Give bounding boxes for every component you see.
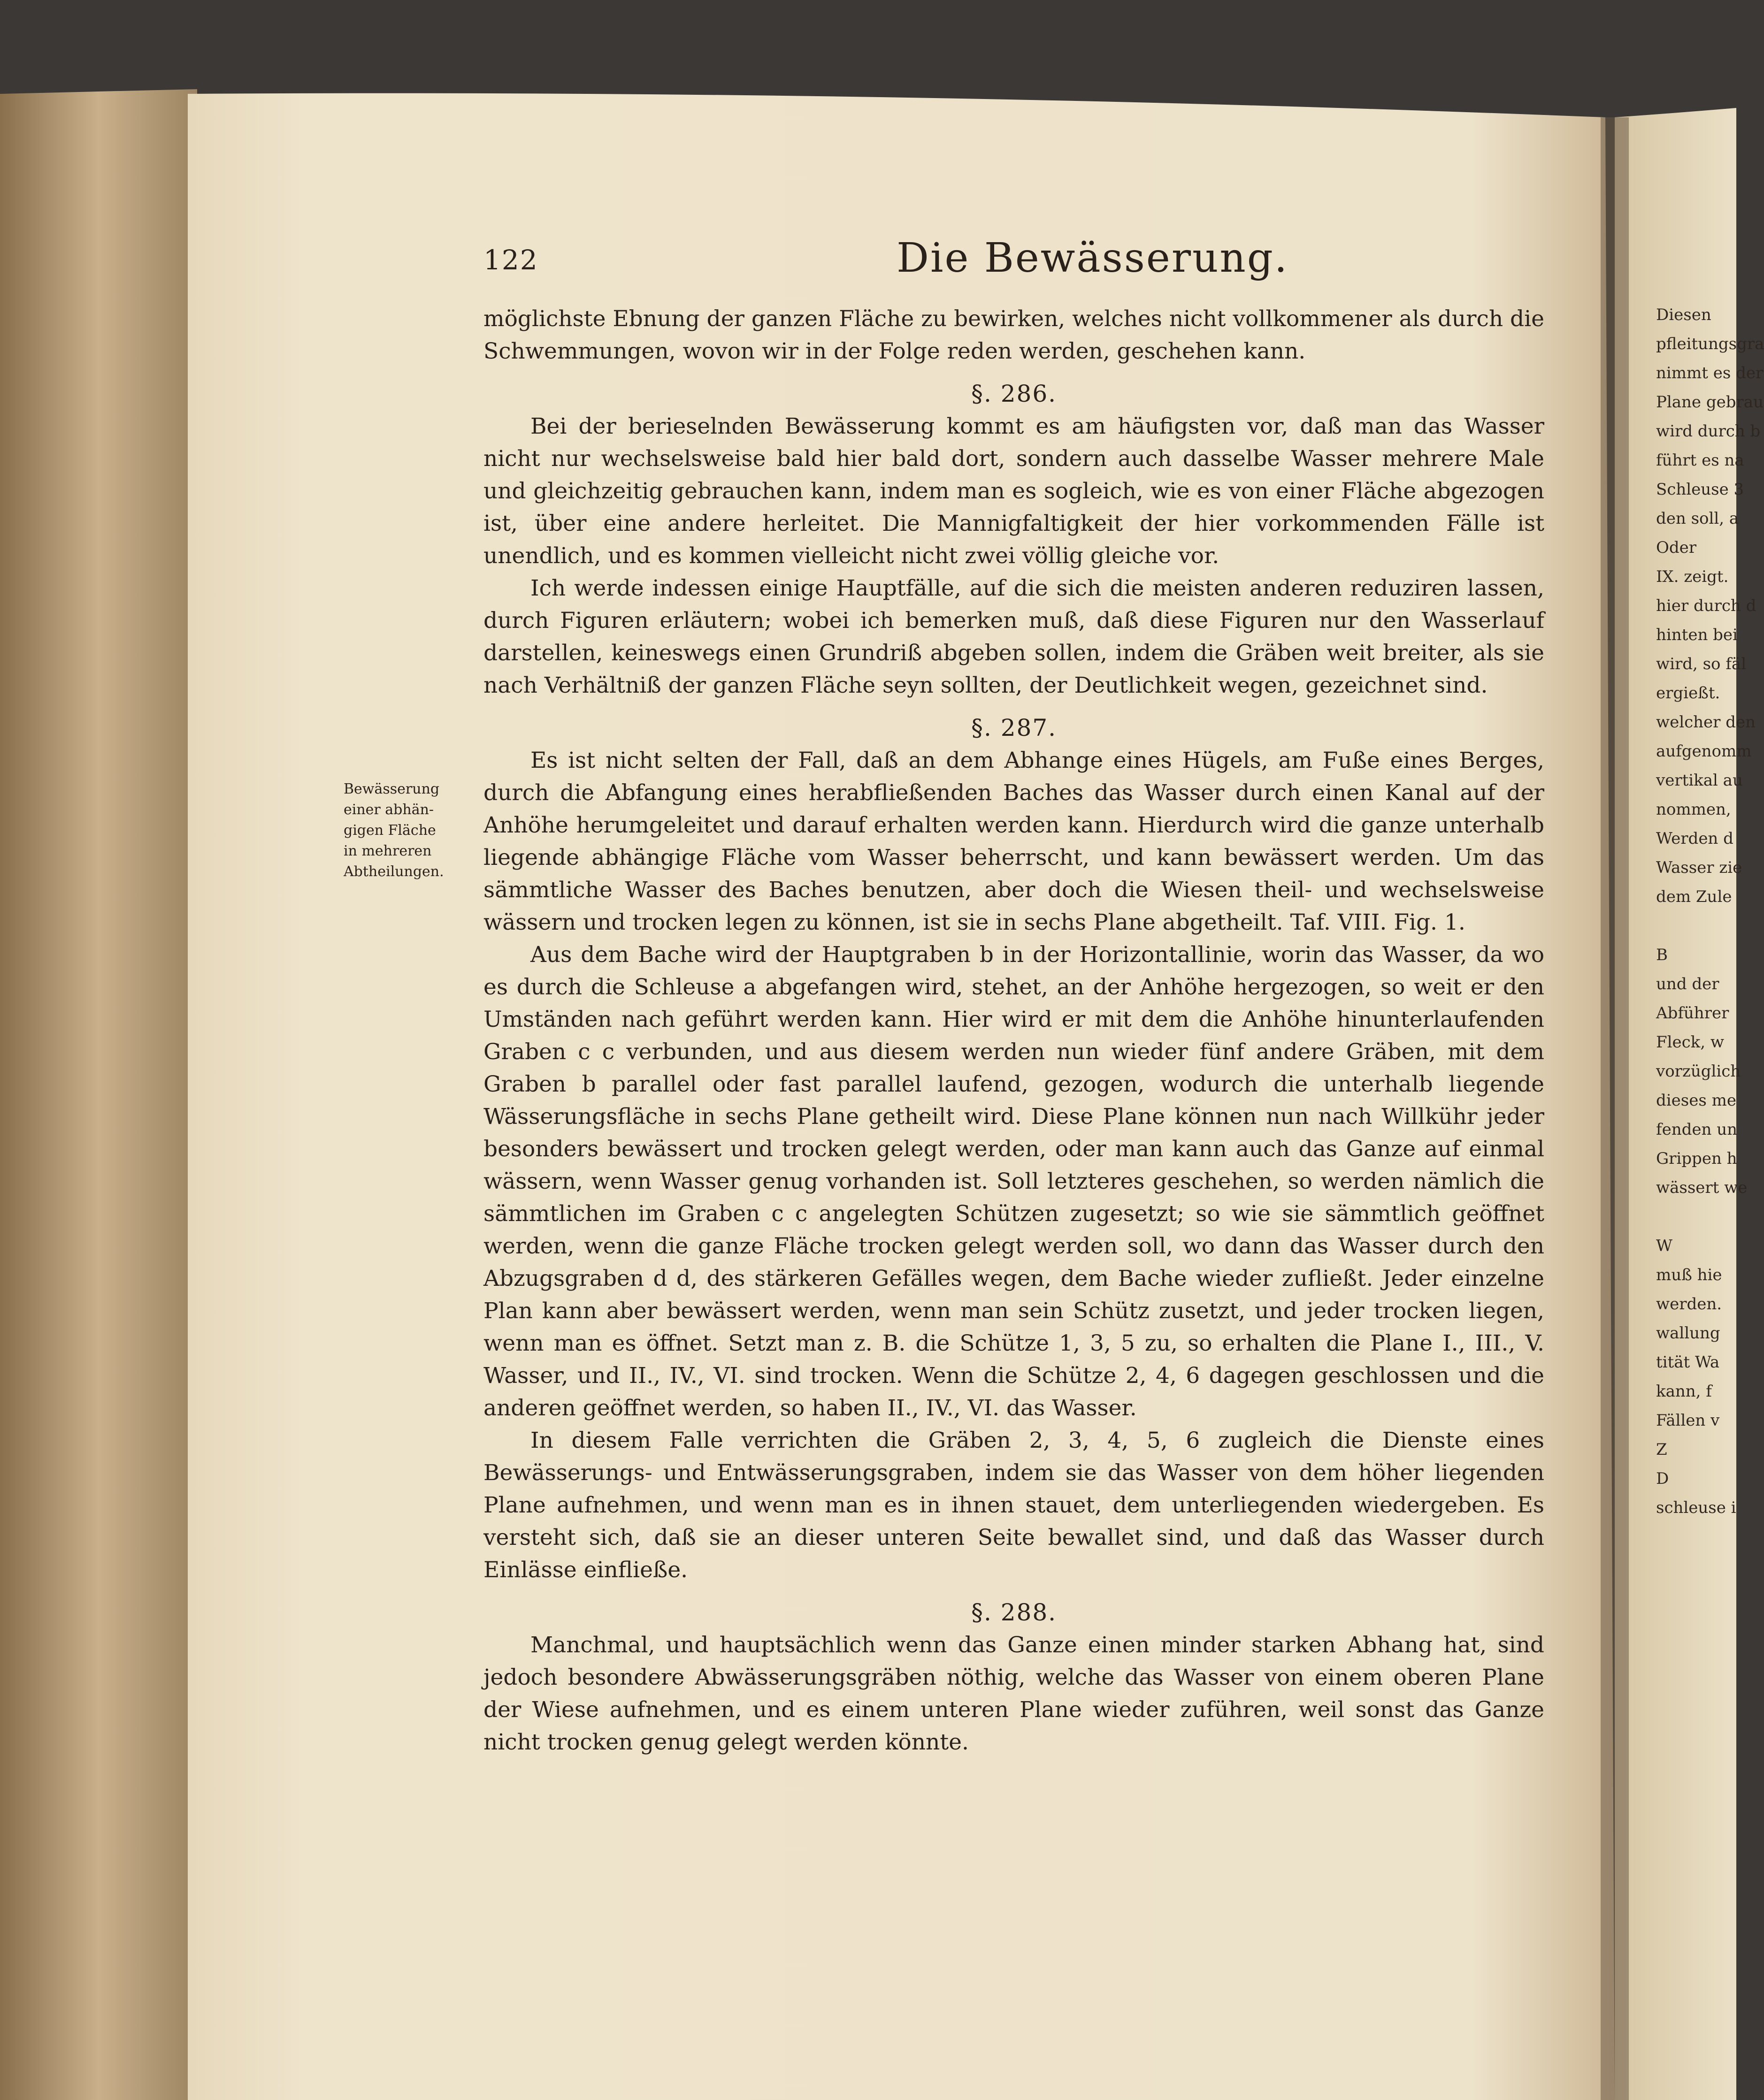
facing-page-line: Fällen v xyxy=(1656,1411,1720,1430)
marginal-note-line: einer abhän- xyxy=(344,802,434,818)
paragraph: Ich werde indessen einige Hauptfälle, auf die sich die meisten anderen reduziren lassen, durch Figuren erläutern; wobei ich bemerken muß, daß diese Figuren nur den Wasserlauf darstellen, keineswegs einen Grundriß abgeben sollen, indem die Gräben weit breiter, als sie nach Verhältniß der ganzen Fläche seyn sollten, der Deutlichkeit wegen, gezeichnet sind. xyxy=(483,575,1544,698)
facing-page-line: dieses me xyxy=(1656,1091,1736,1110)
facing-page-fragment xyxy=(1656,300,1764,1896)
facing-page-line: Plane gebrau xyxy=(1656,393,1764,412)
facing-page-line: dem Zule xyxy=(1656,887,1732,906)
facing-page-line: D xyxy=(1656,1469,1669,1488)
section-heading-287: §. 287. xyxy=(971,714,1057,741)
facing-page-line: Z xyxy=(1656,1440,1667,1459)
facing-page-line: Abführer xyxy=(1656,1004,1729,1023)
paragraph: Es ist nicht selten der Fall, daß an dem Abhange eines Hügels, am Fuße eines Berges, durch die Abfangung eines herabfließenden Baches das Wasser durch einen Kanal auf der Anhöhe herumgeleitet und darauf erhalten werden kann. Hierdurch wird die ganze unterhalb liegende abhängige Fläche vom Wasser beherrscht, und kann bewässert werden. Um das sämmtliche Wasser des Baches benutzen, aber doch die Wiesen theil- und wechselsweise wässern und trocken legen zu können, ist sie in sechs Plane abgetheilt. Taf. VIII. Fig. 1. xyxy=(483,748,1544,935)
facing-page-line: muß hie xyxy=(1656,1266,1722,1284)
facing-page-line: nimmt es der xyxy=(1656,364,1764,382)
facing-page-line: hinten bei xyxy=(1656,626,1738,644)
facing-page-line: welcher den xyxy=(1656,713,1756,732)
main-text xyxy=(483,303,1544,1758)
facing-page-line: wässert we xyxy=(1656,1178,1748,1197)
facing-page-line: vertikal au xyxy=(1656,771,1743,790)
facing-page-line: hier durch d xyxy=(1656,596,1756,615)
facing-page-line: nommen, xyxy=(1656,800,1731,819)
facing-page-line: ergießt. xyxy=(1656,684,1720,703)
marginal-note xyxy=(344,779,470,882)
section-heading-288: §. 288. xyxy=(971,1599,1057,1626)
gutter-shadow xyxy=(1601,117,1629,2100)
facing-page-line xyxy=(1656,1202,1736,1231)
marginal-note-line: Bewässerung xyxy=(344,781,440,797)
facing-page-line: B xyxy=(1656,946,1668,964)
facing-page-line: führt es na xyxy=(1656,451,1744,470)
facing-page-line: Oder xyxy=(1656,538,1697,557)
facing-page-line: werden. xyxy=(1656,1295,1722,1313)
facing-page-line: Fleck, w xyxy=(1656,1033,1724,1052)
marginal-note-line: Abtheilungen. xyxy=(344,863,444,880)
running-title: Die Bewässerung. xyxy=(897,235,1289,282)
paragraph-continued: möglichste Ebnung der ganzen Fläche zu bewirken, welches nicht vollkommener als durch die Schwemmungen, wovon wir in der Folge reden werden, geschehen kann. xyxy=(483,306,1544,364)
facing-page-line: wallung xyxy=(1656,1324,1720,1343)
facing-page-line xyxy=(1656,911,1736,940)
facing-page-line: vorzüglich xyxy=(1656,1062,1741,1081)
facing-page-line: pfleitungsgra xyxy=(1656,335,1764,353)
facing-page-line: Schleuse 3 xyxy=(1656,480,1744,499)
facing-page-line: Werden d xyxy=(1656,829,1733,848)
facing-page-line: aufgenomm xyxy=(1656,742,1752,761)
paragraph: In diesem Falle verrichten die Gräben 2, 3, 4, 5, 6 zugleich die Dienste eines Bewässerungs- und Entwässerungsgraben, indem sie das Wasser von dem höher liegenden Plane aufnehmen, und wenn man es in ihnen stauet, dem unterliegenden wiedergeben. Es versteht sich, daß sie an dieser unteren Seite bewallet sind, und daß das Wasser durch Einlässe einfließe. xyxy=(483,1428,1544,1583)
facing-page-line: fenden un xyxy=(1656,1120,1737,1139)
facing-page-line: und der xyxy=(1656,975,1719,993)
facing-page-line: kann, f xyxy=(1656,1382,1712,1401)
section-heading-286: §. 286. xyxy=(971,380,1057,407)
page-block-edge xyxy=(0,89,197,2100)
facing-page-line: W xyxy=(1656,1237,1672,1255)
facing-page-line: IX. zeigt. xyxy=(1656,567,1729,586)
marginal-note-line: in mehreren xyxy=(344,843,432,859)
paragraph: Aus dem Bache wird der Hauptgraben b in der Horizontallinie, worin das Wasser, da wo es durch die Schleuse a abgefangen wird, stehet, an der Anhöhe hergezogen, so weit er den Umständen nach geführt werden kann. Hier wird er mit dem die Anhöhe hinunterlaufenden Graben c c verbunden, und aus diesem werden nun wieder fünf andere Gräben, mit dem Graben b parallel oder fast parallel laufend, gezogen, wodurch die unterhalb liegende Wässerungsfläche in sechs Plane getheilt wird. Diese Plane können nun nach Willkühr jeder besonders bewässert und trocken gelegt werden, oder man kann auch das Ganze auf einmal wässern, wenn Wasser genug vorhanden ist. Soll letzteres geschehen, so werden nämlich die sämmtlichen im Graben c c angelegten Schützen zugesetzt; so wie sie sämmtlich geöffnet werden, wenn die ganze Fläche trocken gelegt werden soll, wo dann das Wasser durch den Abzugsgraben d d, des stärkeren Gefälles wegen, dem Bache wieder zufließt. Jeder einzelne Plan kann aber bewässert werden, wenn man sein Schütz zusetzt, und jeder trocken liegen, wenn man es öffnet. Setzt man z. B. die Schütze 1, 3, 5 zu, so erhalten die Plane I., III., V. Wasser, und II., IV., VI. sind trocken. Wenn die Schütze 2, 4, 6 dagegen geschlossen und die anderen geöffnet werden, so haben II., IV., VI. das Wasser. xyxy=(483,942,1544,1421)
paragraph: Manchmal, und hauptsächlich wenn das Ganze einen minder starken Abhang hat, sind jedoch besondere Abwässerungsgräben nöthig, welche das Wasser von einem oberen Plane der Wiese aufnehmen, und es einem unteren Plane wieder zuführen, weil sonst das Ganze nicht trocken genug gelegt werden könnte. xyxy=(483,1632,1544,1755)
facing-page-line: den soll, a xyxy=(1656,509,1739,528)
facing-page-line: Grippen h xyxy=(1656,1149,1737,1168)
facing-page-line: wird durch b xyxy=(1656,422,1761,441)
page-header xyxy=(483,235,1540,286)
paragraph: Bei der berieselnden Bewässerung kommt es am häufigsten vor, daß man das Wasser nicht nur wechselsweise bald hier bald dort, sondern auch dasselbe Wasser mehrere Male und gleichzeitig gebrauchen kann, indem man es sogleich, wie es von einer Fläche abgezogen ist, über eine andere herleitet. Die Mannigfaltigkeit der hier vorkommenden Fälle ist unendlich, und es kommen vielleicht nicht zwei völlig gleiche vor. xyxy=(483,413,1544,569)
marginal-note-line: gigen Fläche xyxy=(344,822,436,839)
facing-page-line: Diesen xyxy=(1656,305,1711,324)
page-number: 122 xyxy=(483,244,538,276)
facing-page-line: Wasser zie xyxy=(1656,858,1742,877)
facing-page-line: tität Wa xyxy=(1656,1353,1720,1372)
facing-page-line: wird, so fäl xyxy=(1656,655,1747,673)
facing-page-line: schleuse i xyxy=(1656,1498,1736,1517)
